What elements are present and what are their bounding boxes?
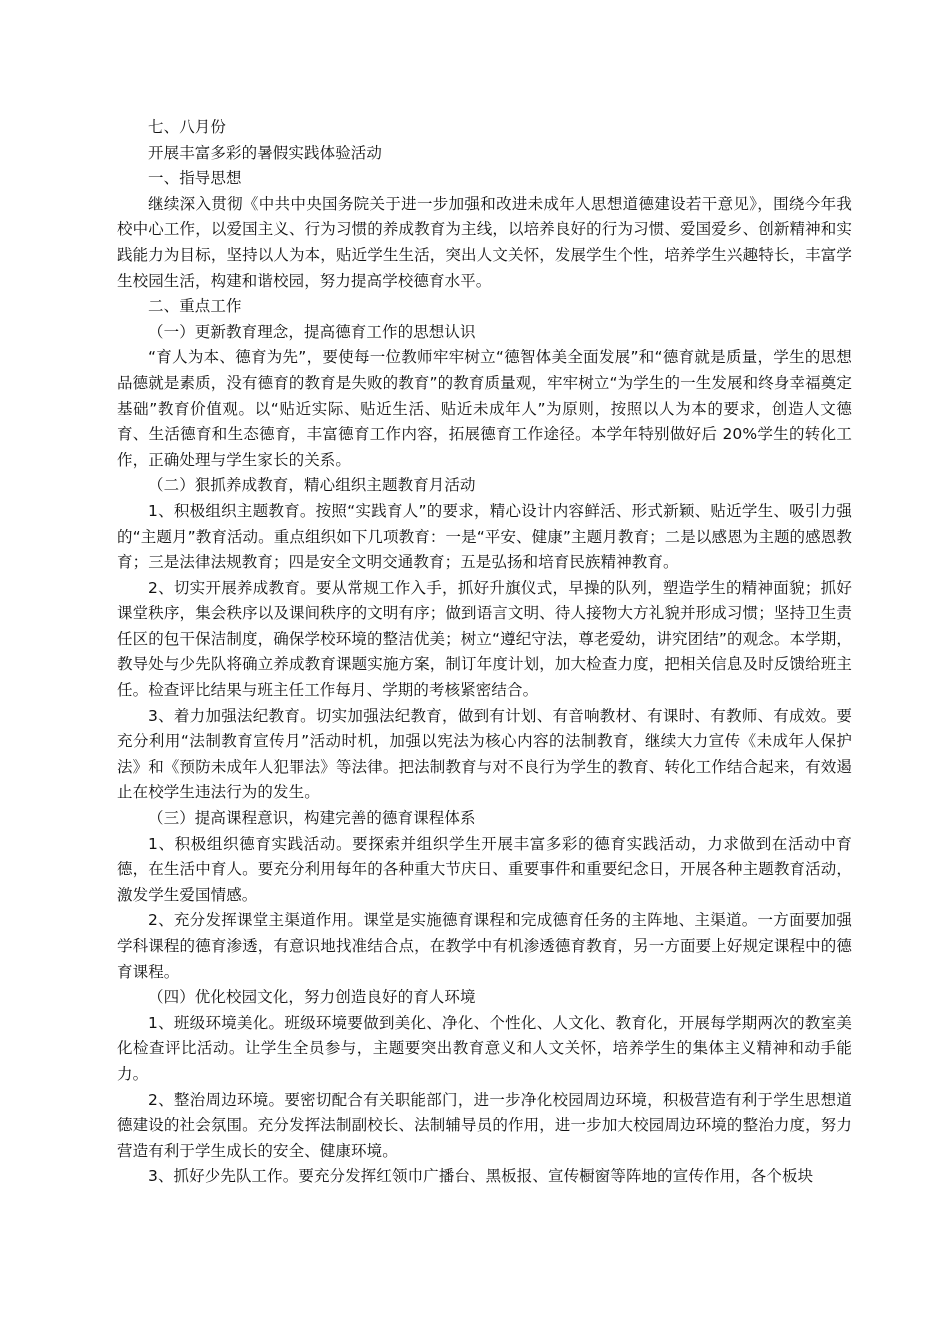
paragraph-classroom-channel: 2、充分发挥课堂主渠道作用。课堂是实施德育课程和完成德育任务的主阵地、主渠道。一方面要加强学科课程的德育渗透，有意识地找准结合点，在教学中有机渗透德育教育，另一方面要上好规定课程中的德育课程。 bbox=[117, 911, 852, 981]
subheading-3: （三）提高课程意识，构建完善的德育课程体系 bbox=[148, 809, 476, 828]
paragraph-guiding-thought: 继续深入贯彻《中共中央国务院关于进一步加强和改进未成年人思想道德建设若干意见》，围绕今年我校中心工作，以爱国主义、行为习惯的养成教育为主线，以培养良好的行为习惯、爱国爱乡、创新精神和实践能力为目标，坚持以人为本，贴近学生生活，突出人文关怀，发展学生个性，培养学生兴趣特长，丰富学生校园生活，构建和谐校园，努力提高学校德育水平。 bbox=[117, 194, 852, 290]
subheading-2: （二）狠抓养成教育，精心组织主题教育月活动 bbox=[148, 476, 476, 495]
section-heading-month: 七、八月份 bbox=[148, 118, 227, 136]
document-body bbox=[117, 115, 852, 1190]
paragraph-theme-education: 1、积极组织主题教育。按照“实践育人”的要求，精心设计内容鲜活、形式新颖、贴近学生、吸引力强的“主题月”教育活动。重点组织如下几项教育：一是“平安、健康”主题月教育；二是以感恩为主题的感恩教育；三是法律法规教育；四是安全文明交通教育；五是弘扬和培育民族精神教育。 bbox=[117, 501, 852, 572]
subheading-4: （四）优化校园文化，努力创造良好的育人环境 bbox=[148, 988, 476, 1007]
subheading-1: （一）更新教育理念，提高德育工作的思想认识 bbox=[148, 322, 476, 341]
paragraph-practice-activities: 1、积极组织德育实践活动。要探索并组织学生开展丰富多彩的德育实践活动，力求做到在活动中育德，在生活中育人。要充分利用每年的各种重大节庆日、重要事件和重要纪念日，开展各种主题教育活动，激发学生爱国情感。 bbox=[117, 834, 852, 904]
section-heading-key-work: 二、重点工作 bbox=[148, 297, 242, 316]
section-heading-guiding-thought: 一、指导思想 bbox=[148, 169, 242, 188]
activity-title: 开展丰富多彩的暑假实践体验活动 bbox=[148, 143, 383, 162]
paragraph-class-environment: 1、班级环境美化。班级环境要做到美化、净化、个性化、人文化、教育化，开展每学期两次的教室美化检查评比活动。让学生全员参与，主题要突出教育意义和人文关怀，培养学生的集体主义精神和动手能力。 bbox=[117, 1013, 852, 1083]
paragraph-young-pioneers: 3、抓好少先队工作。要充分发挥红领巾广播台、黑板报、宣传橱窗等阵地的宣传作用，各个板块 bbox=[148, 1167, 814, 1186]
paragraph-surrounding-environment: 2、整治周边环境。要密切配合有关职能部门，进一步净化校园周边环境，积极营造有利于学生思想道德建设的社会氛围。充分发挥法制副校长、法制辅导员的作用，进一步加大校园周边环境的整治力度，努力营造有利于学生成长的安全、健康环境。 bbox=[117, 1090, 852, 1160]
paragraph-education-concept: “育人为本、德育为先”，要使每一位教师牢牢树立“德智体美全面发展”和“德育就是质量，学生的思想品德就是素质，没有德育的教育是失败的教育”的教育质量观，牢牢树立“为学生的一生发展和终身幸福奠定基础”教育价值观。以“贴近实际、贴近生活、贴近未成年人”为原则，按照以人为本的要求，创造人文德育、生活德育和生态德育，丰富德育工作内容，拓展德育工作途径。本学年特别做好后 20%学生的转化工作，正确处理与学生家长的关系。 bbox=[117, 348, 852, 469]
paragraph-habit-education: 2、切实开展养成教育。要从常规工作入手，抓好升旗仪式，早操的队列，塑造学生的精神面貌；抓好课堂秩序，集会秩序以及课间秩序的文明有序；做到语言文明、待人接物大方礼貌并形成习惯；坚持卫生责任区的包干保洁制度，确保学校环境的整洁优美；树立“遵纪守法，尊老爱幼，讲究团结”的观念。本学期，教导处与少先队将确立养成教育课题实施方案，制订年度计划，加大检查力度，把相关信息及时反馈给班主任。检查评比结果与班主任工作每月、学期的考核紧密结合。 bbox=[117, 578, 852, 700]
paragraph-legal-education: 3、着力加强法纪教育。切实加强法纪教育，做到有计划、有音响教材、有课时、有教师、有成效。要充分利用“法制教育宣传月”活动时机，加强以宪法为核心内容的法制教育，继续大力宣传《未成年人保护法》和《预防未成年人犯罪法》等法律。把法制教育与对不良行为学生的教育、转化工作结合起来，有效遏止在校学生违法行为的发生。 bbox=[117, 706, 852, 802]
